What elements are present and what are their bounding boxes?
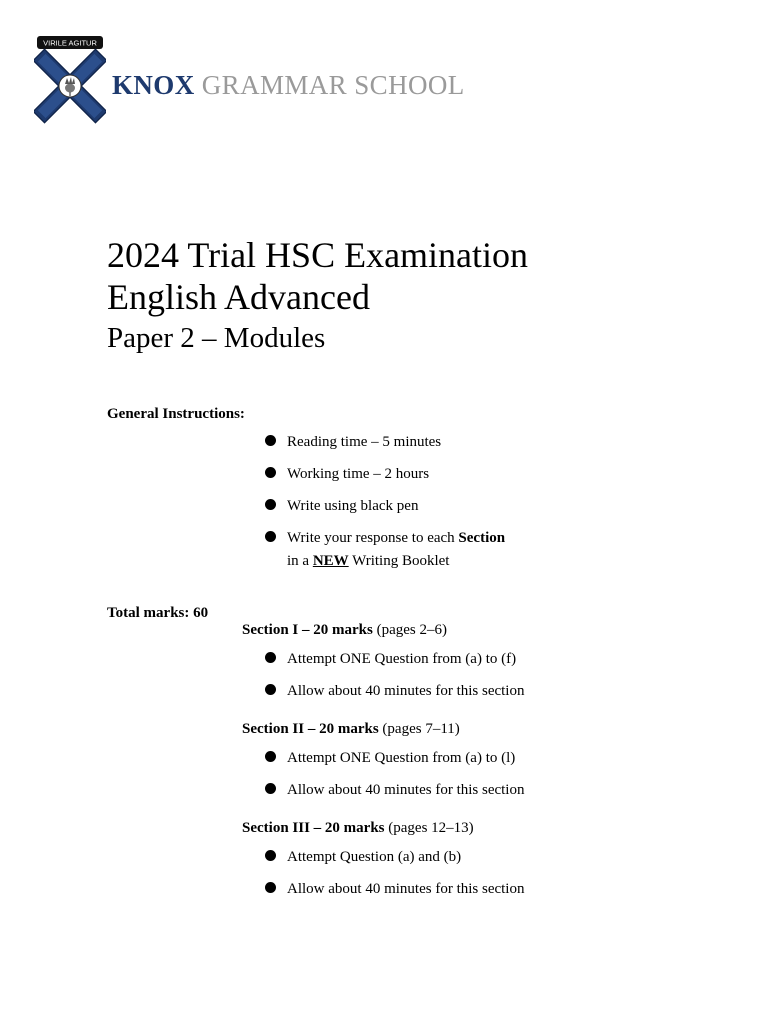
general-instructions-label: General Instructions: [107,406,245,422]
bullet-icon [265,850,276,861]
section-heading-bold: Section III – 20 marks [242,820,385,836]
section-1-heading [242,622,447,639]
list-item-text-part: Write your response to each [287,530,459,546]
section-pages: (pages 2–6) [372,622,447,638]
list-item-text: Allow about 40 minutes for this section [287,782,525,798]
list-item-text-bold: Section [458,530,506,546]
bullet-icon [265,751,276,762]
motto-text: VIRILE AGITUR [43,38,97,48]
list-item-text: Allow about 40 minutes for this section [287,683,525,699]
school-name-bold: KNOX [112,70,195,100]
exam-title-line2: English Advanced [107,277,370,317]
list-item-text: Working time – 2 hours [287,466,430,482]
section-pages: (pages 7–11) [378,721,460,737]
school-logo [34,34,474,124]
list-item-text: Allow about 40 minutes for this section [287,881,525,897]
section-heading-bold: Section I – 20 marks [242,622,373,638]
section-heading-bold: Section II – 20 marks [242,721,379,737]
school-name [112,70,465,101]
list-item-text: Attempt Question (a) and (b) [287,849,462,865]
school-name-rest: GRAMMAR SCHOOL [201,70,465,100]
bullet-icon [265,783,276,794]
section-2-heading [242,721,460,738]
bullet-icon [265,499,276,510]
list-item-text-part: in a [287,553,313,569]
exam-title-line1: 2024 Trial HSC Examination [107,235,529,275]
exam-title [107,234,528,356]
bullet-icon [265,652,276,663]
list-item-text-part: Writing Booklet [348,553,450,569]
list-item-text-underline: NEW [312,553,349,569]
bullet-icon [265,435,276,446]
section-3-heading [242,820,474,837]
list-item-text: Write using black pen [287,498,419,514]
bullet-icon [265,882,276,893]
school-crest-icon [34,34,106,124]
list-item-text: Reading time – 5 minutes [287,434,442,450]
list-item-text [287,527,505,573]
bullet-icon [265,467,276,478]
section-pages: (pages 12–13) [384,820,474,836]
total-marks: Total marks: 60 [107,605,209,621]
list-item-text: Attempt ONE Question from (a) to (f) [287,651,517,667]
list-item-text: Attempt ONE Question from (a) to (l) [287,750,516,766]
bullet-icon [265,531,276,542]
exam-title-line3: Paper 2 – Modules [107,322,326,354]
bullet-icon [265,684,276,695]
